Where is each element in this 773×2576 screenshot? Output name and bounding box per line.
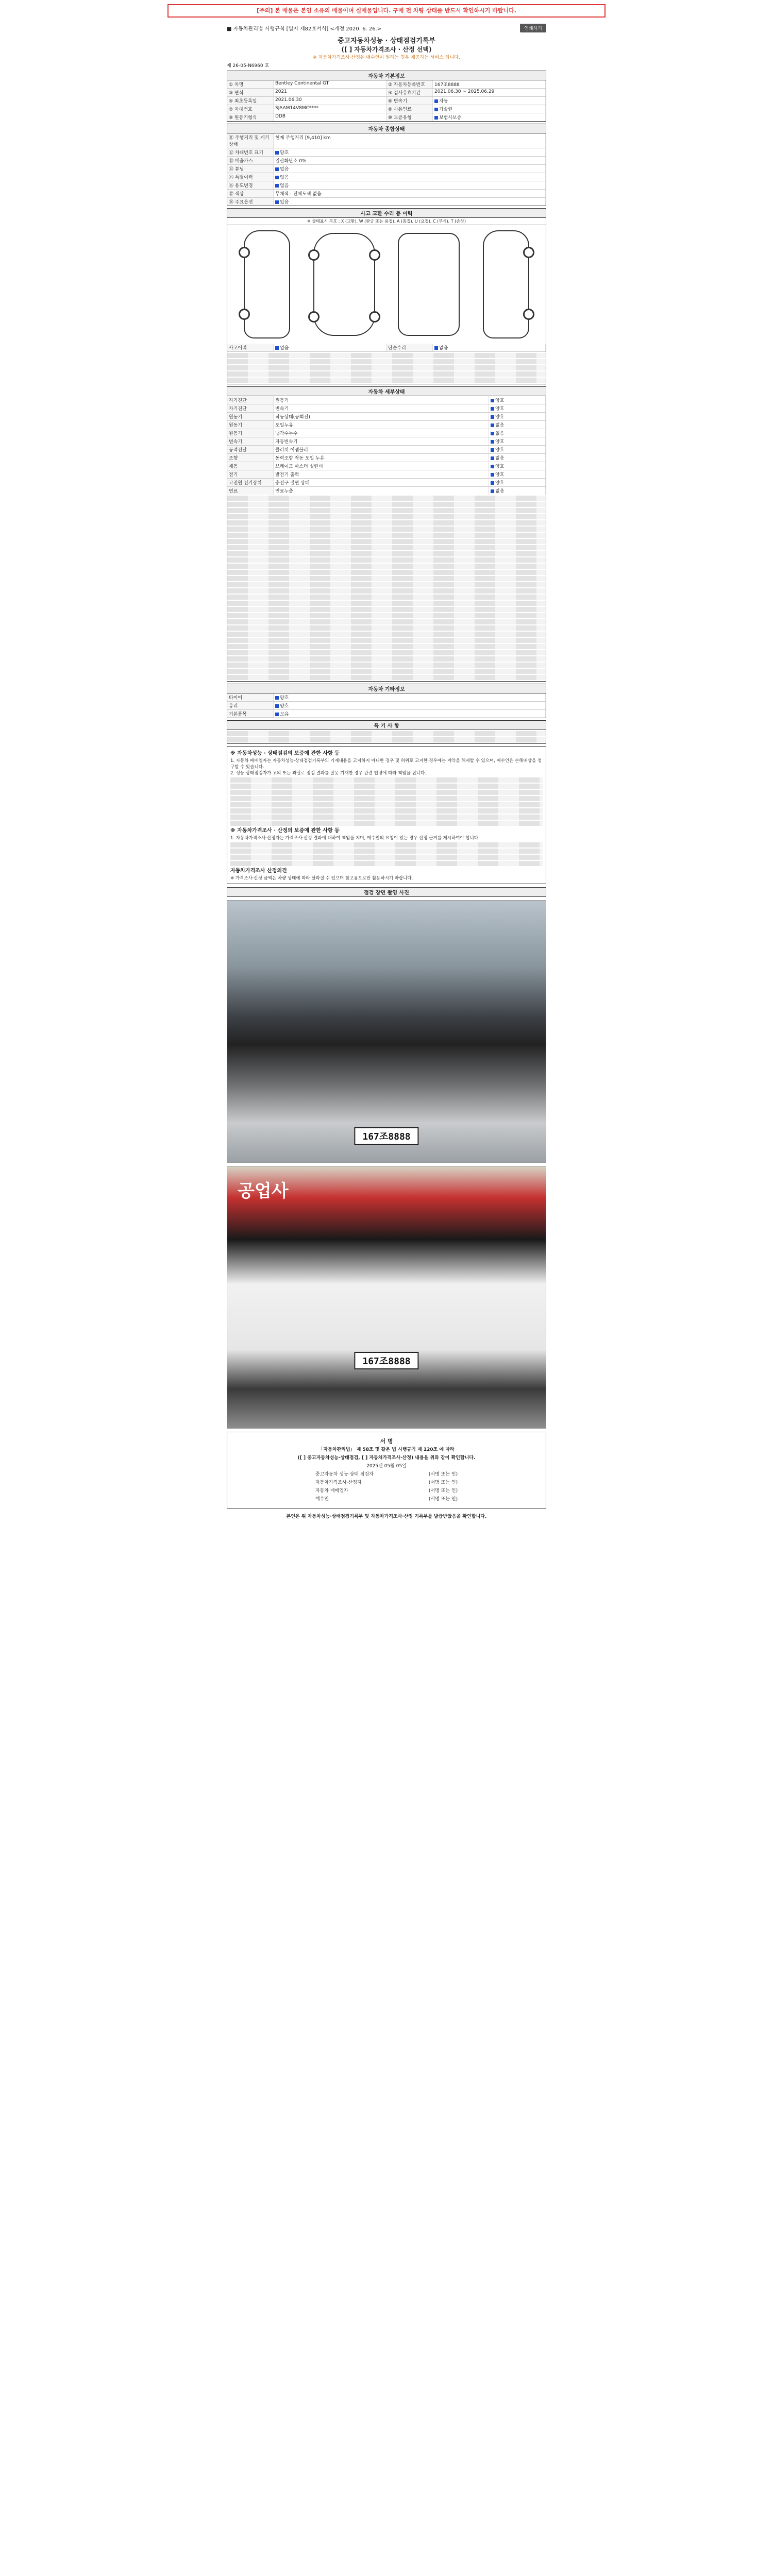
inspection-label: ④ 검사유효기간 [386,89,433,96]
checkbox-icon[interactable] [275,176,279,179]
options-label: ⑱ 주요옵션 [227,198,274,206]
section-title: 서 명 [380,1438,393,1445]
detail-item: 냉각수누수 [274,429,489,437]
basic-info-section [227,71,546,122]
license-plate: 167조8888 [354,1127,418,1145]
reg-no-label: ② 자동차등록번호 [386,80,433,88]
detail-item: 브레이크 마스터 실린더 [274,462,489,470]
detail-item: 발전기 출력 [274,470,489,478]
car-diagram [227,225,546,344]
car-name-label: ① 차명 [227,80,274,88]
emission-value: 일산화탄소 0% [274,157,546,164]
detail-item: 변속기 [274,404,489,412]
usage-value: 없음 [280,183,289,189]
detail-group: 원동기 [227,421,274,429]
engine-label: ⑨ 원동기형식 [227,113,274,121]
detail-group: 자기진단 [227,404,274,412]
detail-state: 양호 [495,448,505,453]
page-title: 중고자동차성능 · 상태점검기록부 [338,37,435,45]
checkbox-icon[interactable] [491,456,494,460]
detail-row [227,429,546,437]
sign-line: 「자동차관리법」 제 58조 및 같은 법 시행규칙 제 120조 에 따라 [318,1447,455,1452]
color-value: 무채색 · 전체도색 없음 [274,190,546,197]
detail-group: 동력전달 [227,446,274,453]
checkbox-icon[interactable] [434,108,438,111]
detail-state: 양호 [495,439,505,445]
detail-group: 전기 [227,470,274,478]
vin-label: ⑦ 차대번호 [227,105,274,113]
car-name-value: Bentley Continental GT [274,80,386,88]
checkbox-icon[interactable] [275,151,279,155]
status-section [227,124,546,206]
fuel-value: 가솔린 [433,105,546,113]
detail-item: 클러치 어셈블리 [274,446,489,453]
tire-value: 양호 [280,696,289,701]
accident-section [227,208,546,384]
special-label: ⑮ 특별이력 [227,173,274,181]
etc-section [227,684,546,718]
engine-bay-photo [227,900,546,1163]
notes-heading: 자동차가격조사 산정의견 [230,868,287,874]
accident-value: 없음 [280,346,289,351]
buyer-sign[interactable]: (서명 또는 인) [428,1497,458,1502]
detail-group: 제동 [227,462,274,470]
checkbox-icon[interactable] [434,116,438,120]
detail-group: 조향 [227,454,274,462]
photos-title: 점검 장면 촬영 사진 [227,887,546,897]
glass-value: 양호 [280,704,289,709]
warranty-label: ⑩ 보증유형 [386,113,433,121]
sign-line: ([ ] 중고자동차성능·상태점검, [ ] 자동차가격조사·산정) 내용을 위와 같이 확인합니다. [297,1455,476,1461]
detail-row [227,413,546,421]
title-note: ※ 자동차가격조사·산정은 매수인이 원하는 경우 제공하는 서비스 입니다. [313,55,460,60]
detail-state: 양호 [495,406,505,412]
detail-state: 없음 [495,489,505,494]
repair-label: 단순수리 [386,344,433,351]
detail-state: 없음 [495,456,505,461]
year-value: 2021 [274,89,386,96]
tire-label: 타이어 [227,693,274,701]
vin-value: SJAAM14V8MC**** [274,105,386,113]
reg-no-value: 167조8888 [433,80,546,88]
checkbox-icon[interactable] [275,346,279,350]
checkbox-icon[interactable] [491,423,494,427]
car-underside-icon [398,233,460,336]
mileage-label: ⑪ 주행거리 및 계기상태 [227,133,274,148]
detail-row [227,470,546,479]
transmission-value: 자동 [433,97,546,105]
checkbox-icon[interactable] [275,696,279,700]
detail-row [227,437,546,446]
vehicle-front-photo [227,1166,546,1429]
detail-row [227,462,546,470]
detail-group: 자기진단 [227,396,274,404]
vin-state-value: 양호 [280,150,289,156]
glass-label: 유리 [227,702,274,709]
inspection-value: 2021.06.30 ~ 2025.06.29 [433,89,546,96]
print-button[interactable]: 인쇄하기 [520,24,546,32]
tuning-value: 없음 [280,167,289,172]
notes-paragraph: 1. 자동차가격조사·산정자는 가격조사·산정 결과에 대하여 책임을 지며, 매수인의 요청이 있는 경우 산정 근거를 제시하여야 합니다. [230,836,480,841]
checkbox-icon[interactable] [491,407,494,411]
notes-heading: ※ 자동차성능 · 상태점검의 보증에 관한 사항 등 [230,751,340,756]
checkbox-icon[interactable] [434,99,438,103]
signature-section [227,1432,546,1509]
tools-label: 기본품목 [227,710,274,718]
inspector-sign[interactable]: (서명 또는 인) [428,1472,458,1477]
checkbox-icon[interactable] [275,167,279,171]
detail-group: 연료 [227,487,274,495]
checkbox-icon[interactable] [491,465,494,468]
detail-row [227,421,546,429]
engine-value: DDB [274,113,386,121]
notes-paragraph: 2. 성능·상태점검자가 고의 또는 과실로 점검 결과를 잘못 기재한 경우 관련 법령에 따라 책임을 집니다. [230,771,426,776]
checkbox-icon[interactable] [491,473,494,477]
checkbox-icon[interactable] [491,432,494,435]
detail-row [227,396,546,404]
detail-row [227,454,546,462]
detail-section [227,386,546,682]
accident-label: 사고이력 [227,344,274,351]
notes-heading: ※ 자동차가격조사 · 산정의 보증에 관한 사항 등 [230,828,340,834]
doc-number: 제 26-05-N6960 호 [227,63,270,69]
detail-row [227,404,546,413]
emission-label: ⑬ 배출가스 [227,157,274,164]
detail-state: 양호 [495,464,505,469]
notes-paragraph: 1. 자동차 매매업자는 자동차성능·상태점검기록부의 기재내용을 고지하지 아니한 경우 및 허위로 고지한 경우에는 계약을 해제할 수 있으며, 매수인은 손해배상을 청구할 수 있습니다. [230,758,542,770]
checkbox-icon[interactable] [275,200,279,204]
color-label: ⑰ 색상 [227,190,274,197]
section-title: 사고 교환 수리 등 이력 [227,209,546,218]
detail-item: 연료누출 [274,487,489,495]
inspection-sheet [227,23,546,1520]
detail-list [227,396,546,495]
detail-item: 동력조향 작동 오일 누유 [274,454,489,462]
detail-state: 없음 [495,431,505,436]
license-plate: 167조8888 [354,1352,418,1369]
options-value: 있음 [280,200,289,205]
first-reg-label: ⑤ 최초등록일 [227,97,274,105]
tools-value: 보유 [280,712,289,717]
opinion-section [227,720,546,744]
checkbox-icon[interactable] [275,184,279,188]
warranty-value: 보험사보증 [433,113,546,121]
checkbox-icon[interactable] [491,440,494,444]
tuning-label: ⑭ 튜닝 [227,165,274,173]
checkbox-icon[interactable] [275,704,279,708]
checkbox-icon[interactable] [491,489,494,493]
title-block [227,35,546,60]
seller-sign[interactable]: (서명 또는 인) [428,1488,458,1494]
section-title: 자동차 종합상태 [227,124,546,133]
detail-item: 작동상태(공회전) [274,413,489,420]
warranty-notes [227,746,546,884]
section-title: 특 기 사 항 [227,721,546,730]
first-reg-value: 2021.06.30 [274,97,386,105]
detail-group: 원동기 [227,429,274,437]
page-subtitle: ([ ] 자동차가격조사 · 산정 선택) [341,46,432,53]
detail-state: 양호 [495,415,505,420]
checkbox-icon[interactable] [491,415,494,419]
shop-sign: 공업사 [238,1181,289,1201]
vin-state-label: ⑫ 차대번호 표기 [227,148,274,156]
detail-item: 오일누유 [274,421,489,429]
detail-item: 원동기 [274,396,489,404]
price-label: 자동차가격조사·산정자 [315,1480,362,1485]
repair-value: 없음 [439,346,448,351]
car-right-side-icon [483,230,529,338]
car-left-side-icon [244,230,290,338]
checkbox-icon[interactable] [275,713,279,716]
detail-group: 고전원 전기장치 [227,479,274,486]
form-label: ■ 자동차관리법 시행규칙 [별지 제82호서식] <개정 2020. 6. 26.> [227,26,382,32]
price-sign[interactable]: (서명 또는 인) [428,1480,458,1485]
seller-label: 자동차 매매업자 [315,1488,348,1494]
transmission-label: ⑥ 변속기 [386,97,433,105]
checkbox-icon[interactable] [434,346,438,350]
fuel-label: ⑧ 사용연료 [386,105,433,113]
special-value: 없음 [280,175,289,180]
footer-note: 본인은 위 자동차성능·상태점검기록부 및 자동차가격조사·산정 기록부를 발급받았음을 확인합니다. [286,1514,487,1519]
detail-group: 변속기 [227,437,274,445]
checkbox-icon[interactable] [491,481,494,485]
detail-row [227,479,546,487]
detail-row [227,487,546,495]
warning-banner: [주의] 본 매물은 본인 소유의 매물이며 실매물입니다. 구매 전 차량 상태를 반드시 확인하시기 바랍니다. [167,4,606,18]
checkbox-icon[interactable] [491,448,494,452]
sign-date: 2025년 05월 05일 [366,1464,407,1469]
buyer-label: 매수인 [315,1497,329,1502]
inspector-label: 중고자동차 성능·상태 점검자 [315,1472,374,1477]
mileage-value: 현재 주행거리 [9,410] km [274,133,546,148]
section-title: 자동차 세부상태 [227,387,546,396]
checkbox-icon[interactable] [491,399,494,402]
detail-row [227,446,546,454]
detail-state: 양호 [495,481,505,486]
detail-item: 자동변속기 [274,437,489,445]
notes-paragraph: ※ 가격조사·산정 금액은 차량 상태에 따라 달라질 수 있으며 참고용으로만 활용하시기 바랍니다. [230,876,413,881]
detail-item: 충전구 절연 상태 [274,479,489,486]
detail-group: 원동기 [227,413,274,420]
section-title: 자동차 기본정보 [227,71,546,80]
usage-label: ⑯ 용도변경 [227,181,274,189]
detail-state: 없음 [495,423,505,428]
car-top-view-icon [313,233,375,336]
section-title: 자동차 기타정보 [227,684,546,693]
accident-note: ※ 상태표시 부호 : X (교환), W (판금 또는 용접), A (흠집), U (요철), C (부식), T (손상) [227,218,546,225]
detail-state: 양호 [495,398,505,403]
detail-state: 양호 [495,472,505,478]
year-label: ③ 연식 [227,89,274,96]
